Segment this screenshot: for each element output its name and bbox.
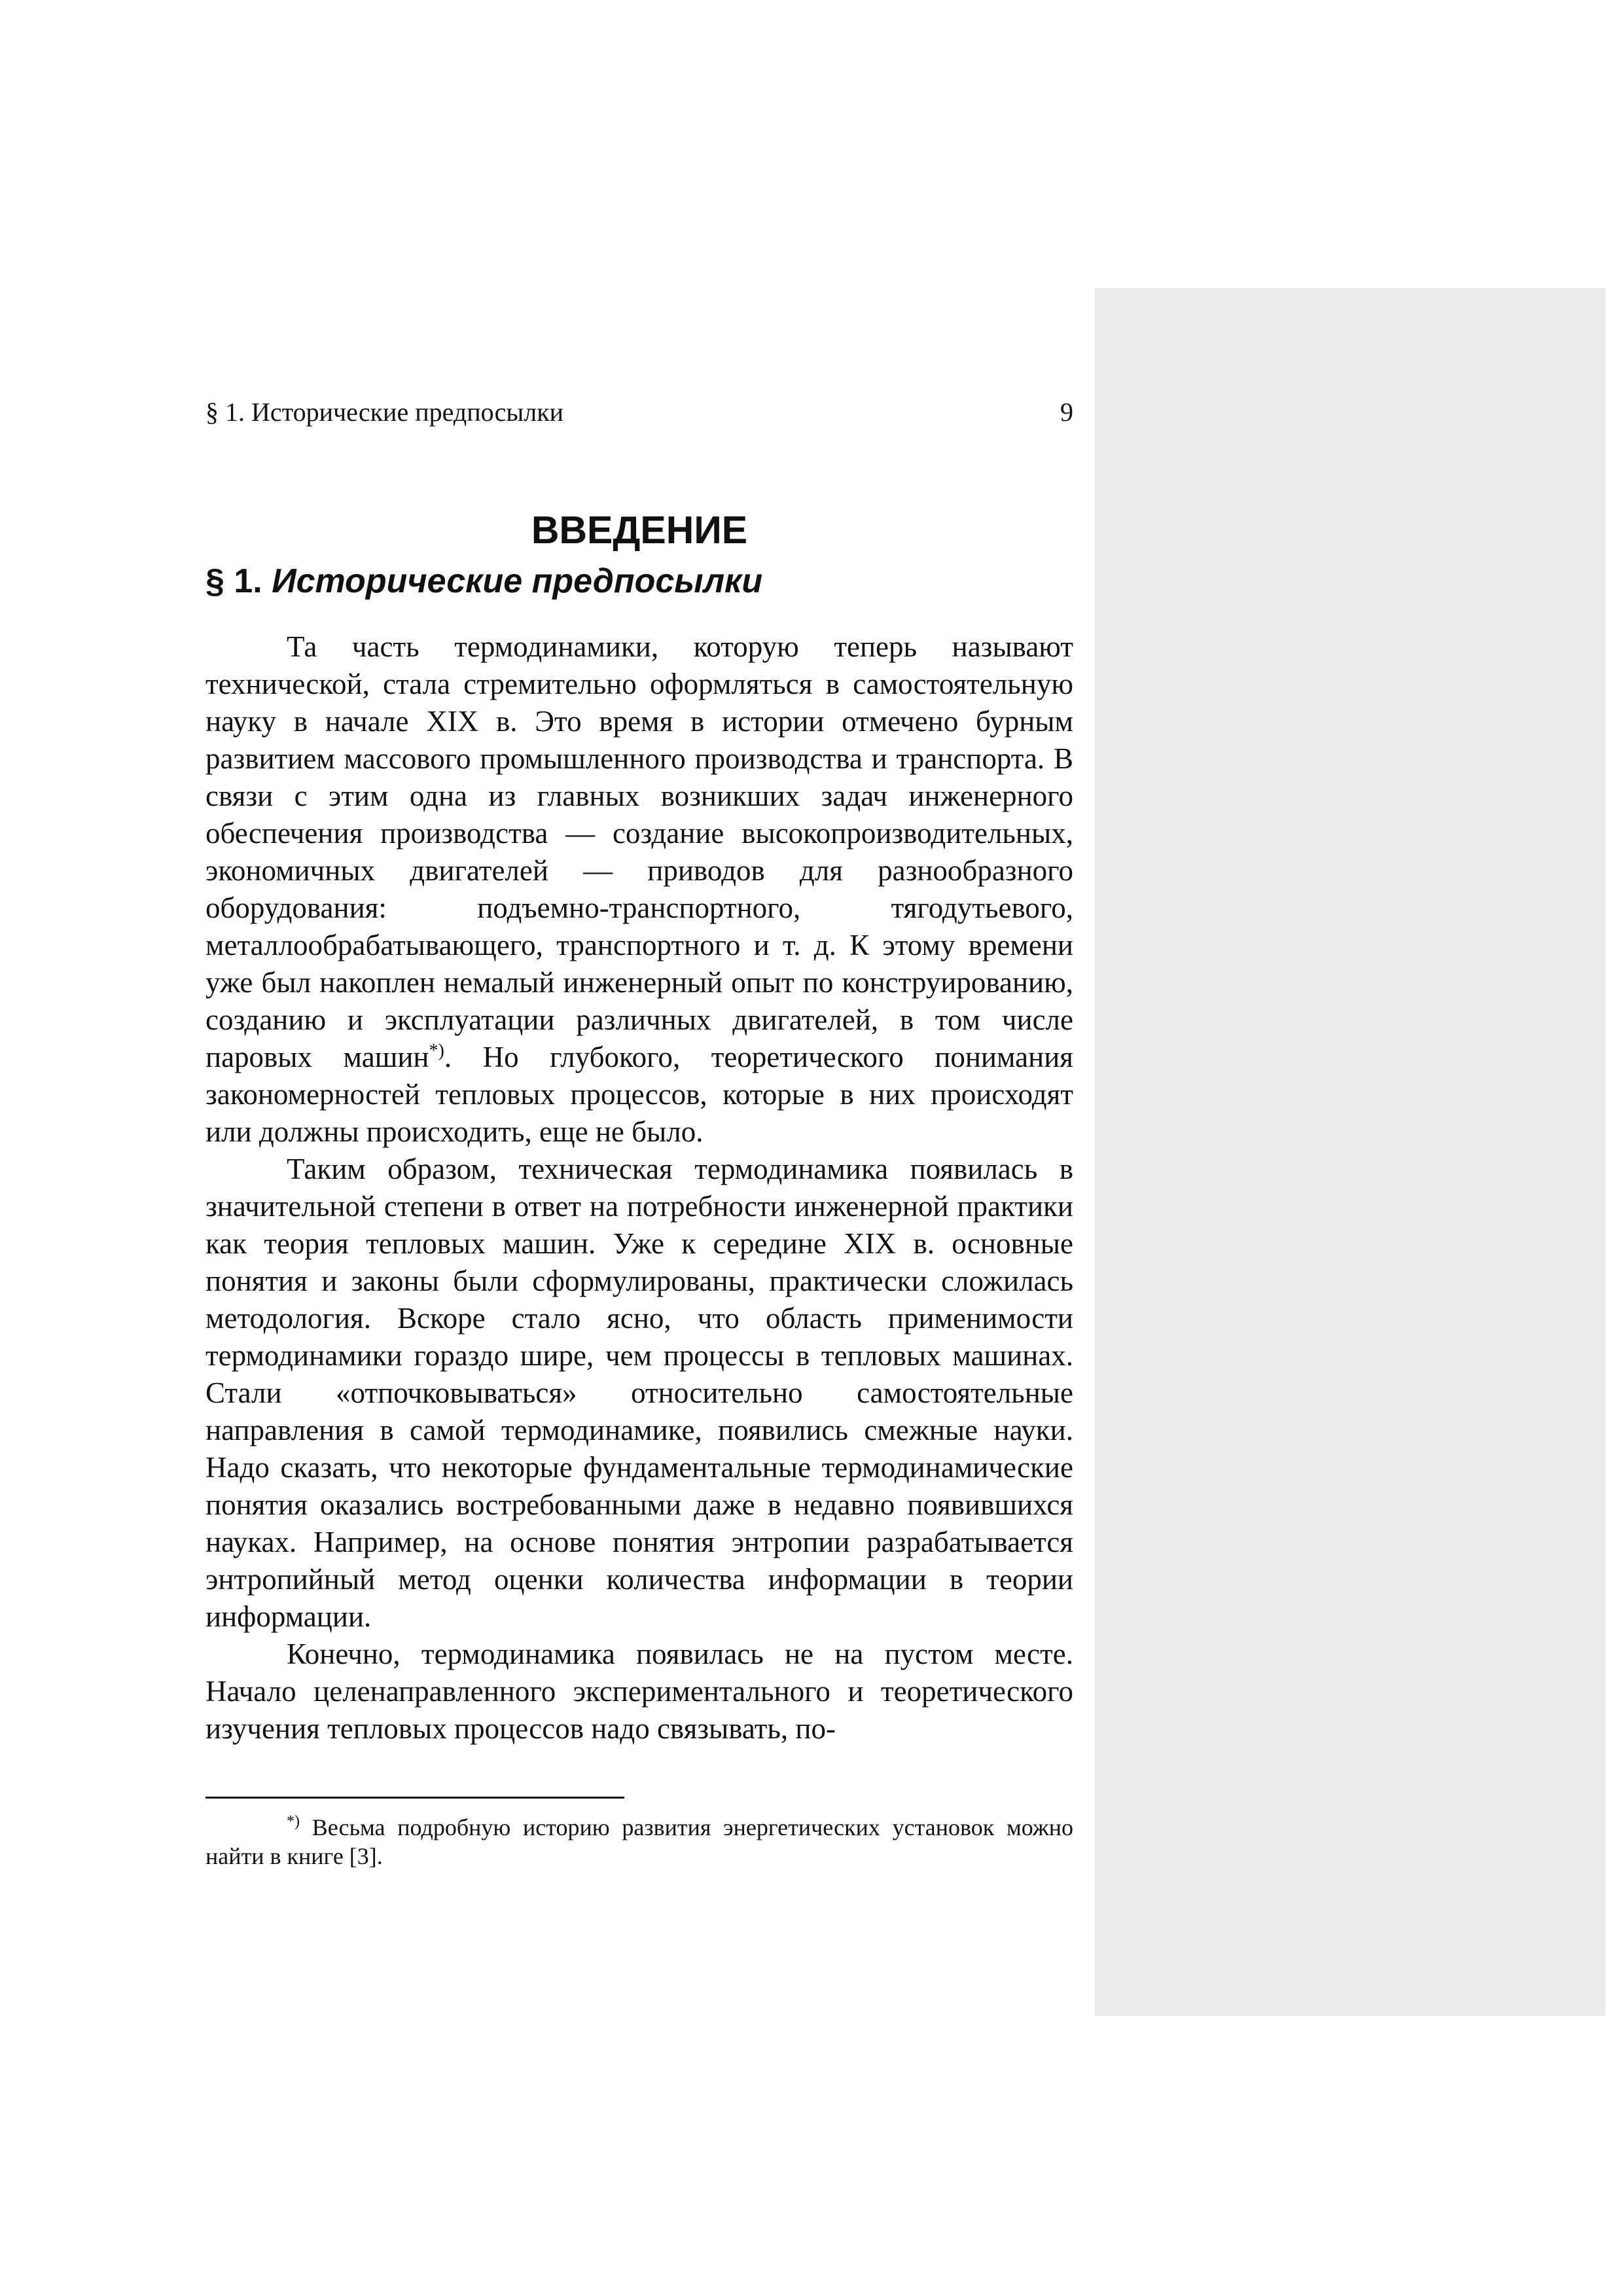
footnote-separator	[205, 1797, 624, 1799]
footnote	[205, 1813, 1073, 1871]
footnote-text: Весьма подробную историю развития энергетических установок можно найти в книге [3].	[205, 1814, 1073, 1869]
section-name: Исторические предпосылки	[272, 562, 763, 600]
footnote-paragraph	[205, 1813, 1073, 1871]
section-heading	[205, 556, 1073, 606]
body-text	[205, 628, 1073, 1748]
footnote-reference: *)	[429, 1041, 444, 1061]
comment-margin-panel	[1095, 288, 1605, 2016]
chapter-title: ВВЕДЕНИЕ	[531, 509, 748, 552]
paragraph-3: Конечно, термодинамика появилась не на пустом месте. Начало целенаправленного экспериментального и теоретического изучения тепловых процессов надо связывать, по-	[205, 1638, 1073, 1745]
page-number: 9	[1060, 397, 1073, 427]
footnote-marker: *)	[287, 1813, 300, 1830]
paragraph-1-part-b: . Но глубокого, теоретического понимания закономерностей тепловых процессов, которые в них происходят или должны происходить, еще не было.	[205, 1041, 1073, 1148]
paragraph-1-part-a: Та часть термодинамики, которую теперь называют технической, стала стремительно оформляться в самостоятельную науку в начале XIX в. Это время в истории отмечено бурным развитием массового промышленного производства и транспорта. В связи с этим одна из главных возникших задач инженерного обеспечения производства — создание высокопроизводительных, экономичных двигателей — приводов для разнообразного оборудования: подъемно-транспортного, тягодутьевого, металлообрабатывающего, транспортного и т. д. К этому времени уже был накоплен немалый инженерный опыт по конструированию, созданию и эксплуатации различных двигателей, в том числе паровых машин	[205, 630, 1073, 1073]
paragraph-1	[205, 628, 1073, 1151]
section-number: § 1.	[205, 562, 262, 600]
paragraph-2: Таким образом, техническая термодинамика появилась в значительной степени в ответ на потребности инженерной практики как теория тепловых машин. Уже к середине XIX в. основные понятия и законы были сформулированы, практически сложилась методология. Вскоре стало ясно, что область применимости термодинамики гораздо шире, чем процессы в тепловых машинах. Стали «отпочковываться» относительно самостоятельные направления в самой термодинамике, появились смежные науки. Надо сказать, что некоторые фундаментальные термодинамические понятия оказались востребованными даже в недавно появившихся науках. Например, на основе понятия энтропии разрабатывается энтропийный метод оценки количества информации в теории информации.	[205, 1153, 1073, 1633]
running-head-title: § 1. Исторические предпосылки	[205, 397, 564, 427]
running-head	[205, 393, 1073, 432]
